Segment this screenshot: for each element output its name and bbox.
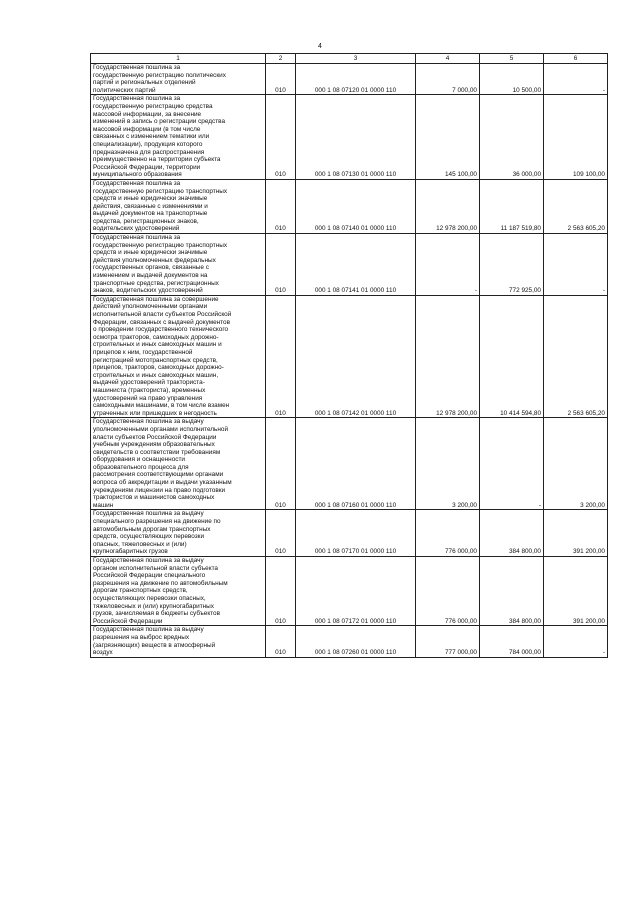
row-value-1: 776 000,00 [416,510,480,557]
row-code: 010 [266,64,296,95]
row-value-2: 384 800,00 [480,557,544,626]
row-kbk: 000 1 08 07142 01 0000 110 [296,295,416,418]
table-row [91,295,608,418]
row-code: 010 [266,95,296,180]
header-col-5: 5 [480,54,544,64]
table-row [91,179,608,233]
header-col-2: 2 [266,54,296,64]
row-code: 010 [266,510,296,557]
page-number: 4 [318,43,322,50]
row-kbk: 000 1 08 07120 01 0000 110 [296,64,416,95]
row-value-3: 2 563 605,20 [544,295,608,418]
table-row [91,557,608,626]
row-value-2: 784 000,00 [480,626,544,657]
table-row [91,510,608,557]
row-value-3: 391 200,00 [544,557,608,626]
row-value-3: 3 200,00 [544,418,608,510]
row-name: Государственная пошлина за государственную регистрацию транспортных средств и иные юридически значимые действия, связанные с изменениями и выдачей документов на транспортные средства, регистрационных знаков, водительских удостоверений [91,179,266,233]
table-header [91,54,608,64]
row-value-2: 772 925,00 [480,234,544,296]
row-name: Государственная пошлина за государственную регистрацию политических партий и региональных отделений политических партий [91,64,266,95]
row-code: 010 [266,557,296,626]
row-value-2: 10 414 594,80 [480,295,544,418]
row-kbk: 000 1 08 07172 01 0000 110 [296,557,416,626]
row-code: 010 [266,179,296,233]
row-value-3: - [544,626,608,657]
row-value-3: 2 563 605,20 [544,179,608,233]
row-value-3: - [544,234,608,296]
row-value-1: 7 000,00 [416,64,480,95]
row-value-3: 391 200,00 [544,510,608,557]
row-value-2: 11 187 519,80 [480,179,544,233]
row-value-2: 384 800,00 [480,510,544,557]
row-value-1: 776 000,00 [416,557,480,626]
header-row [91,54,608,64]
row-kbk: 000 1 08 07140 01 0000 110 [296,179,416,233]
row-kbk: 000 1 08 07260 01 0000 110 [296,626,416,657]
row-kbk: 000 1 08 07160 01 0000 110 [296,418,416,510]
row-kbk: 000 1 08 07141 01 0000 110 [296,234,416,296]
row-name: Государственная пошлина за выдачу разрешения на выброс вредных (загрязняющих) веществ в атмосферный воздух [91,626,266,657]
row-code: 010 [266,626,296,657]
table-row [91,95,608,180]
row-value-2: 36 000,00 [480,95,544,180]
header-col-6: 6 [544,54,608,64]
header-col-3: 3 [296,54,416,64]
revenue-table [90,53,608,658]
header-col-4: 4 [416,54,480,64]
row-code: 010 [266,234,296,296]
row-name: Государственная пошлина за государственную регистрацию средства массовой информации, за внесение изменений в запись о регистрации средства массовой информации (в том числе связанных с изменением тематики или специализации), продукция которого предназначена для распространения преимущественно на территории субъекта Российской Федерации, территории муниципального образования [91,95,266,180]
row-name: Государственная пошлина за выдачу специального разрешения на движение по автомобильным дорогам транспортных средств, осуществляющих перевозки опасных, тяжеловесных и (или) крупногабаритных грузов [91,510,266,557]
row-name: Государственная пошлина за выдачу уполномоченными органами исполнительной власти субъектов Российской Федерации учебным учреждениям образовательных свидетельств о соответствии требованиям оборудования и оснащенности образовательного процесса для рассмотрения соответствующими органами вопроса об аккредитации и выдачи указанным учреждениям лицензии на право подготовки трактористов и машинистов самоходных машин [91,418,266,510]
table-row [91,418,608,510]
row-value-1: 777 000,00 [416,626,480,657]
row-value-3: - [544,64,608,95]
header-col-1: 1 [91,54,266,64]
row-kbk: 000 1 08 07170 01 0000 110 [296,510,416,557]
row-value-1: 3 200,00 [416,418,480,510]
row-value-1: 12 978 200,00 [416,179,480,233]
row-code: 010 [266,418,296,510]
table-row [91,234,608,296]
row-name: Государственная пошлина за выдачу органом исполнительной власти субъекта Российской Федерации специального разрешения на движение по автомобильным дорогам транспортных средств, осуществляющих перевозки опасных, тяжеловесных и (или) крупногабаритных грузов, зачисляемая в бюджеты субъектов Российской Федерации [91,557,266,626]
table-row [91,64,608,95]
row-kbk: 000 1 08 07130 01 0000 110 [296,95,416,180]
row-name: Государственная пошлина за государственную регистрацию транспортных средств и иные юридически значимые действия уполномоченных федеральных государственных органов, связанные с изменением и выдачей документов на транспортные средства, регистрационных знаков, водительских удостоверений [91,234,266,296]
table-row [91,626,608,657]
row-value-2: 10 500,00 [480,64,544,95]
row-value-3: 109 100,00 [544,95,608,180]
row-code: 010 [266,295,296,418]
row-value-1: 145 100,00 [416,95,480,180]
row-value-1: - [416,234,480,296]
row-value-1: 12 978 200,00 [416,295,480,418]
row-value-2: - [480,418,544,510]
row-name: Государственная пошлина за совершение действий уполномоченными органами исполнительной власти субъектов Российской Федерации, связанных с выдачей документов о проведении государственного технического осмотра тракторов, самоходных дорожно- строительных и иных самоходных машин и прицепов к ним, государственной регистрацией мототранспортных средств, прицепов, тракторов, самоходных дорожно- строительных и иных самоходных машин, выдачей удостоверений тракториста- машиниста (тракториста), временных удостоверений на право управления самоходными машинами, в том числе взамен утраченных или пришедших в негодность [91,295,266,418]
